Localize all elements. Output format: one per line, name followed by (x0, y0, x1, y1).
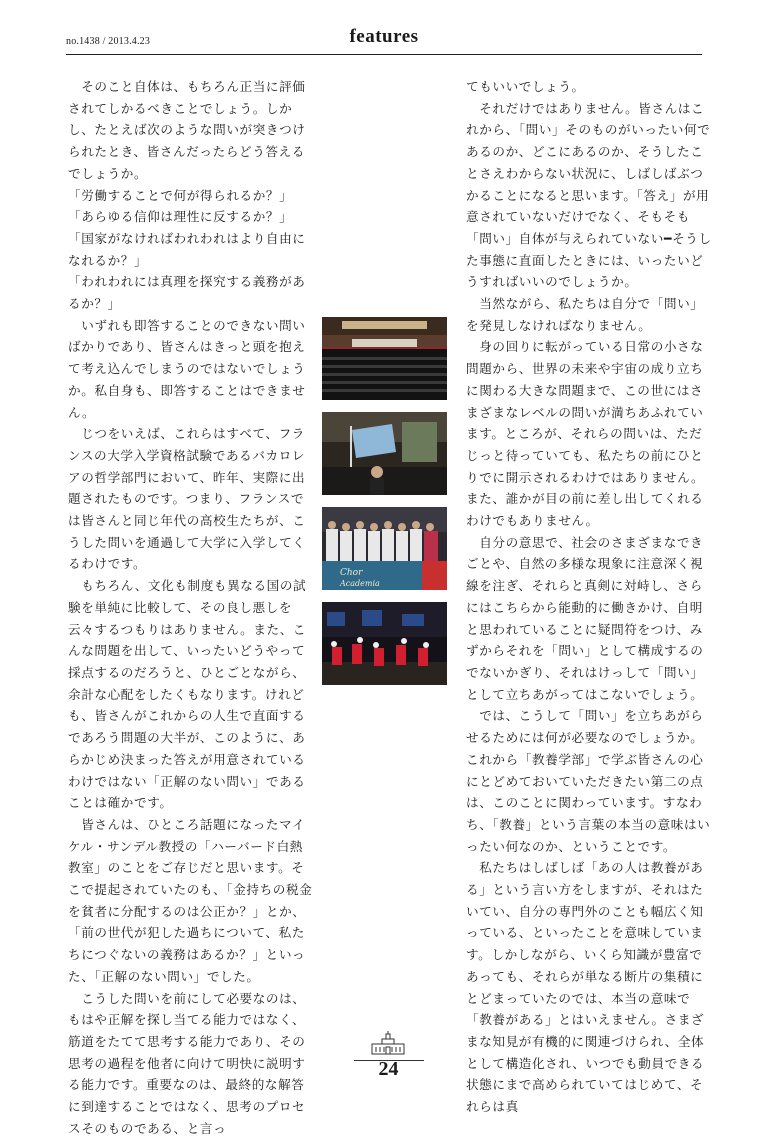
paragraph: じつをいえば、これらはすべて、フランスの大学入学資格試験であるバカロレアの哲学部門において、昨年、実際に出題されたものです。つまり、フランスでは皆さんと同じ年代の高校生たちが、こうした問いを通過して大学に入学してくるわけです。 (68, 426, 306, 572)
choir-photo (322, 507, 447, 590)
paragraph: 「あらゆる信仰は理性に反するか？」 (68, 209, 293, 225)
banner-text: Chor (340, 568, 363, 578)
cheerleaders-photo (322, 602, 447, 685)
issue-number: no.1438 / 2013.4.23 (66, 36, 151, 47)
flag-bearer-photo (322, 412, 447, 495)
paragraph: 「われわれには真理を探究する義務があるか？」 (68, 274, 306, 312)
section-title: features (349, 26, 419, 47)
paragraph: そのこと自体は、もちろん正当に評価されてしかるべきことでしょう。しかし、たとえば次のような問いが突きつけられたとき、皆さんだったらどう答えるでしょうか。 (68, 79, 306, 181)
page-number: 24 (378, 1058, 399, 1080)
paragraph: 私たちはしばしば「あの人は教養がある」という言い方をしますが、それはたいてい、自分の専門外のことも幅広く知っている、といったことを意味しています。しかしながら、いくら知識が豊富であっても、それらが単なる断片の集積にとどまっていたのでは、本当の意味で「教養がある」とはいえません。さまざまな知見が有機的に関連づけられ、全体として構造化され、いつでも動員できる状態にまで高められていてはじめて、それらは真 (466, 860, 705, 1115)
right-column (466, 76, 714, 1118)
header-rule (66, 54, 702, 55)
ceremony-hall-photo (322, 317, 447, 400)
left-column (68, 76, 313, 1139)
paragraph: 皆さんは、ひところ話題になったマイケル・サンデル教授の「ハーバード白熱教室」のことをご存じだと思います。そこで提起されていたのも、「金持ちの税金を貧者に分配するのは公正か？」とか、「前の世代が犯した過ちについて、私たちにつぐないの義務はあるか？」といった、「正解のない問い」でした。 (68, 816, 313, 984)
banner-text: Academia (340, 579, 380, 588)
paragraph: こうした問いを前にして必要なのは、もはや正解を探し当てる能力ではなく、筋道をたてて思考する能力であり、その思考の過程を他者に向けて明快に説明する能力です。重要なのは、最終的な解答に到達することではなく、思考のプロセスそのものである、と言っ (68, 990, 306, 1136)
paragraph: いずれも即答することのできない問いばかりであり、皆さんはきっと頭を抱えて考え込んでしまうのではないでしょうか。私自身も、即答することはできません。 (68, 317, 306, 420)
paragraph: それだけではありません。皆さんはこれから、「問い」そのものがいったい何であるのか、どこにあるのか、そうしたことさえわからない状況に、しばしばぶつかることになると思います。「答え」が用意されていないだけでなく、そもそも「問い」自体が与えられていない━そうした事態に直面したときには、いったいどうすればいいのでしょうか。 (466, 100, 712, 290)
page-header (66, 26, 702, 60)
paragraph: てもいいでしょう。 (466, 79, 585, 94)
paragraph: 身の回りに転がっている日常の小さな問題から、世界の未来や宇宙の成り立ちに関わる大きな問題まで、この世にはさまざまなレベルの問いが満ちあふれています。ところが、それらの問いは、ただじっと待っていても、私たちの前にひとりでに開示されるわけではありません。また、誰かが目の前に差し出してくれるわけでもありません。 (466, 339, 705, 529)
paragraph: 当然ながら、私たちは自分で「問い」を発見しなければなりません。 (466, 296, 704, 333)
campus-building-icon (370, 1030, 406, 1058)
paragraph: 自分の意思で、社会のさまざまなできごとや、自然の多様な現象に注意深く視線を注ぎ、それらと真剣に対峙し、さらにはこちらから能動的に働きかけ、自明と思われていることに疑問符をつけ、みずからそれを「問い」として構成するのでないかぎり、それはけっして「問い」として立ちあがってはこないでしょう。 (466, 534, 704, 702)
paragraph: では、こうして「問い」を立ちあがらせるためには何が必要なのでしょうか。これから「教養学部」で学ぶ皆さんの心にとどめておいていただきたい第二の点は、このことに関わっています。すなわち、「教養」という言葉の本当の意味はいったい何なのか、ということです。 (466, 708, 711, 854)
paragraph: 「労働することで何が得られるか？」 (68, 187, 293, 203)
paragraph: もちろん、文化も制度も異なる国の試験を単純に比較して、その良し悪しを云々するつもりはありません。また、こんな問題を出して、いったいどうやって採点するのだろうと、ひとごとながら、余計な心配をしたくもなります。けれども、皆さんがこれからの人生で直面するであろう問題の大半が、このように、あらかじめ決まった答えが用意されているわけではない「正解のない問い」であることは確かです。 (68, 578, 307, 811)
paragraph: 「国家がなければわれわれはより自由になれるか？」 (68, 230, 306, 268)
